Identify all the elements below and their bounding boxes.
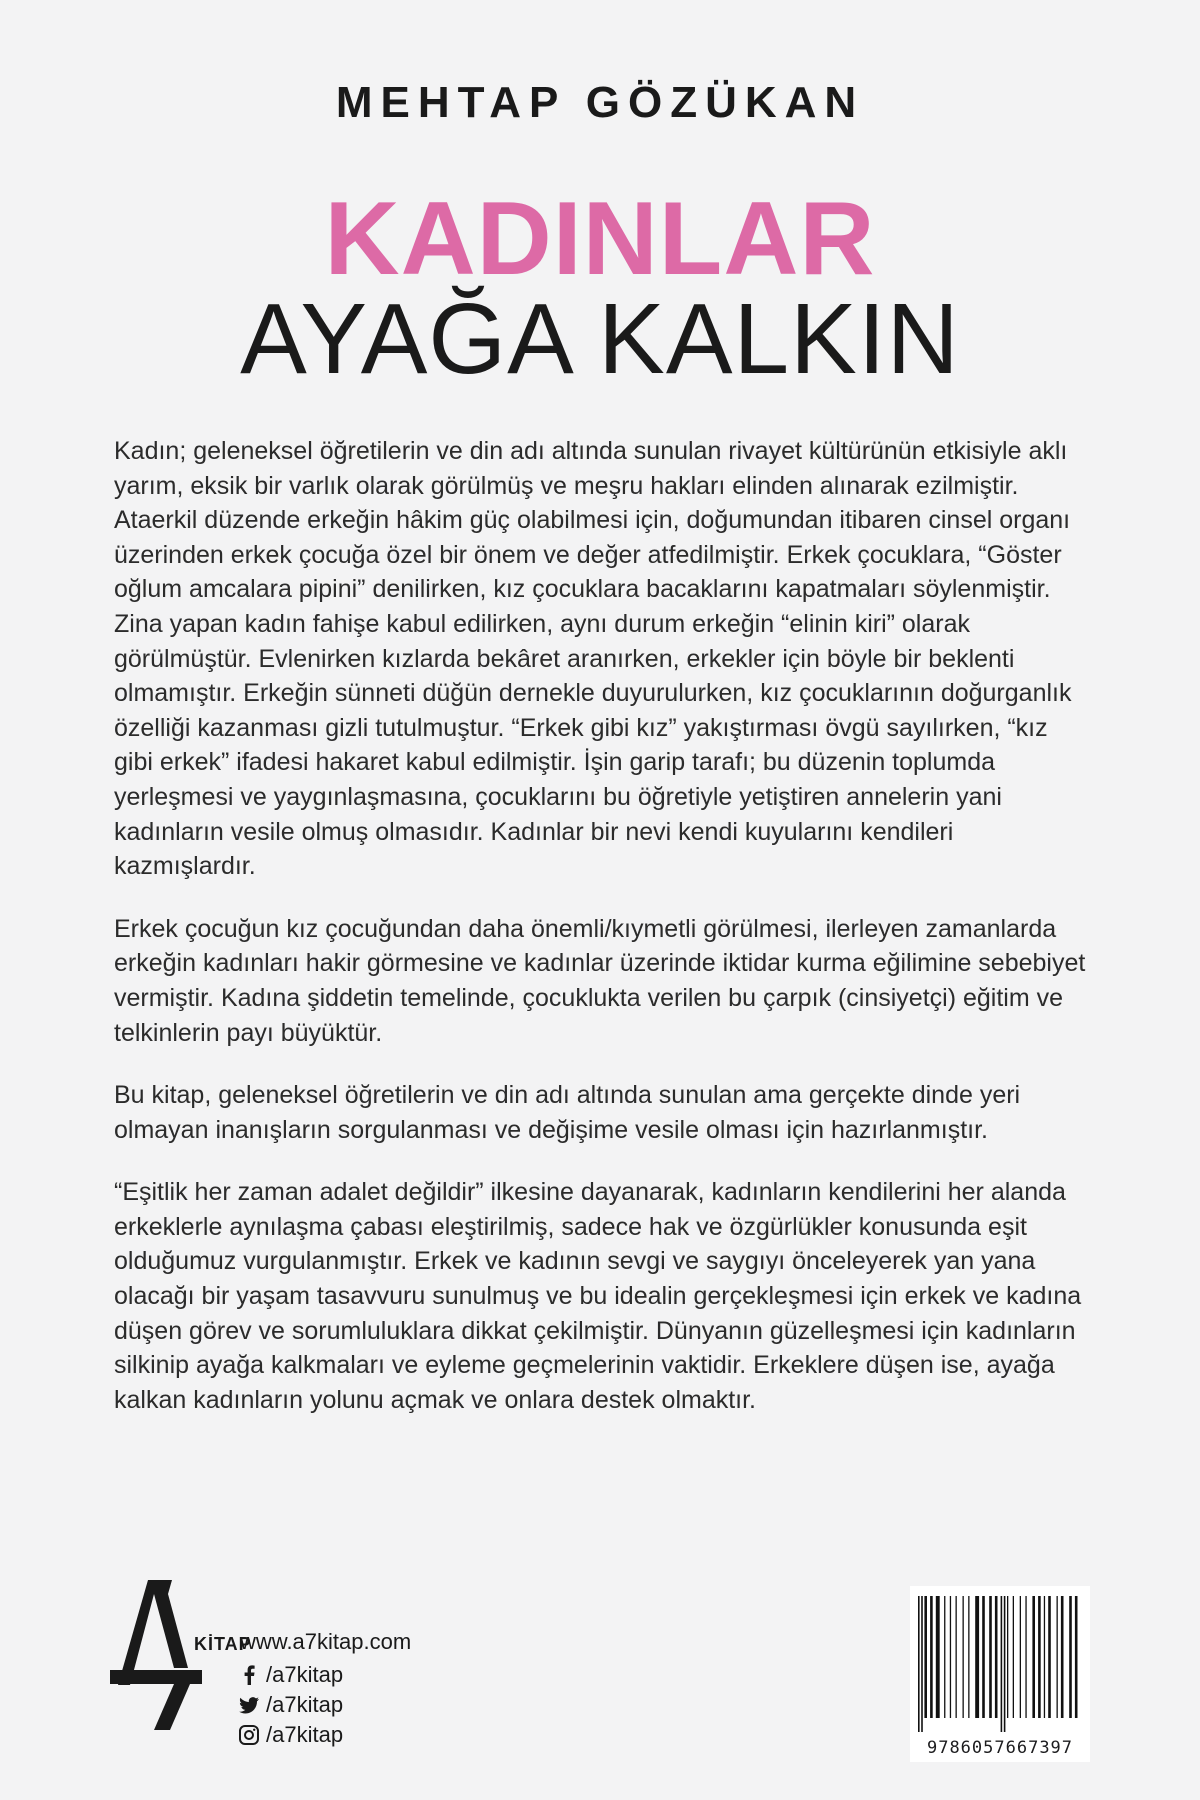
blurb [114, 434, 1086, 1445]
barcode [910, 1586, 1090, 1762]
barcode-bar [1007, 1596, 1008, 1718]
barcode-bar [1004, 1596, 1006, 1732]
twitter-link[interactable] [238, 1692, 343, 1718]
barcode-bar [975, 1596, 979, 1718]
blurb-paragraph: Erkek çocuğun kız çocuğundan daha önemli/kıymetli görülmesi, ilerleyen zamanlarda erkeğin kadınları hakir görmesine ve kadınlar üzerinde iktidar kurma eğilimine sebebiyet vermiştir. Kadına şiddetin temelinde, çocuklukta verilen bu çarpık (cinsiyetçi) eğitim ve telkinlerin payı büyüktür. [114, 914, 1086, 1047]
barcode-bar [1020, 1596, 1021, 1718]
barcode-bar [968, 1596, 969, 1718]
facebook-icon [238, 1664, 260, 1686]
barcode-bar [1038, 1596, 1041, 1718]
twitter-icon [238, 1694, 260, 1716]
barcode-bar [924, 1596, 927, 1718]
barcode-bar [1057, 1596, 1058, 1718]
barcode-bar [1001, 1596, 1003, 1732]
twitter-handle: /a7kitap [266, 1692, 344, 1717]
publisher-block [110, 1580, 430, 1750]
barcode-bar [1075, 1596, 1078, 1718]
barcode-bar [950, 1596, 951, 1718]
instagram-link[interactable] [238, 1722, 343, 1748]
a7-logo [110, 1580, 210, 1730]
barcode-bar [963, 1596, 964, 1718]
barcode-bar [956, 1596, 957, 1718]
barcode-bar [944, 1596, 945, 1718]
instagram-icon [238, 1724, 260, 1746]
title-line-1: KADINLAR [324, 181, 876, 297]
barcode-bar [1025, 1596, 1026, 1718]
barcode-bar [1061, 1596, 1064, 1718]
barcode-bar [1032, 1596, 1035, 1718]
blurb-paragraph: “Eşitlik her zaman adalet değildir” ilkesine dayanarak, kadınların kendilerini her alanda erkeklerle aynılaşma çabası eleştirilmiş, sadece hak ve özgürlükler konusunda eşit olduğumuz vurgulanmıştır. Erkek ve kadının sevgi ve saygıyı önceleyerek yan yana olacağı bir yaşam tasavvuru sunulmuş ve bu idealin gerçekleşmesi için erkek ve kadına düşen görev ve sorumluluklara dikkat çekilmiştir. Dünyanın güzelleşmesi için kadınların silkinip ayağa kalkmaları ve eyleme geçmelerinin vaktidir. Erkeklere düşen ise, ayağa kalkan kadınların yolunu açmak ve onlara destek olmaktır. [114, 1178, 1082, 1414]
barcode-bar [930, 1596, 933, 1718]
barcode-bar [1069, 1596, 1072, 1718]
publisher-logo-text: KİTAP [194, 1634, 252, 1654]
blurb-paragraph: Kadın; geleneksel öğretilerin ve din adı altında sunulan rivayet kültürünün etkisiyle aklı yarım, eksik bir varlık olarak görülmüş ve meşru hakları elinden alınarak ezilmiştir. Ataerkil düzende erkeğin hâkim güç olabilmesi için, doğumundan itibaren cinsel organı üzerinden erkek çocuğa özel bir önem ve değer atfedilmiştir. Erkek çocuklara, “Göster oğlum amcalara pipini” denilirken, kız çocuklara bacaklarını kapatmaları söylenmiştir. Zina yapan kadın fahişe kabul edilirken, aynı durum erkeğin “elinin kiri” olarak görülmüştür. Evlenirken kızlarda bekâret aranırken, erkekler için böyle bir beklenti olmamıştır. Erkeğin sünneti düğün dernekle duyurulurken, kız çocuklarının doğurganlık özelliği kazanması gizli tutulmuştur. “Erkek gibi kız” yakıştırması övgü sayılırken, “kız gibi erkek” ifadesi hakaret kabul edilmiştir. İşin garip tarafı; bu düzenin toplumda yerleşmesi ve yaygınlaşmasına, çocuklarını bu öğretiyle yetiştiren annelerin yani kadınların vesile olmuş olmasıdır. Kadınlar bir nevi kendi kuyularını kendileri kazmışlardır. [114, 437, 1072, 881]
barcode-bar [936, 1596, 940, 1718]
isbn-number: 9786057667397 [926, 1738, 1074, 1758]
barcode-bars [910, 1596, 1090, 1732]
blurb-paragraph: Bu kitap, geleneksel öğretilerin ve din adı altında sunulan ama gerçekte dinde yeri olmayan inanışların sorgulanması ve değişime vesile olması için hazırlanmıştır. [114, 1081, 1021, 1144]
facebook-handle: /a7kitap [266, 1662, 344, 1687]
barcode-bar [918, 1596, 920, 1732]
barcode-bar [982, 1596, 985, 1718]
title-line-2: AYAĞA KALKIN [240, 283, 960, 395]
barcode-bar [989, 1596, 992, 1718]
instagram-handle: /a7kitap [266, 1722, 344, 1747]
barcode-bar [921, 1596, 923, 1732]
publisher-website-link[interactable]: www.a7kitap.com [240, 1629, 412, 1654]
barcode-bar [1048, 1596, 1051, 1718]
facebook-link[interactable] [238, 1662, 343, 1688]
author-name: MEHTAP GÖZÜKAN [335, 78, 865, 127]
barcode-bar [1044, 1596, 1045, 1718]
barcode-bar [995, 1596, 998, 1718]
barcode-bar [1013, 1596, 1014, 1718]
